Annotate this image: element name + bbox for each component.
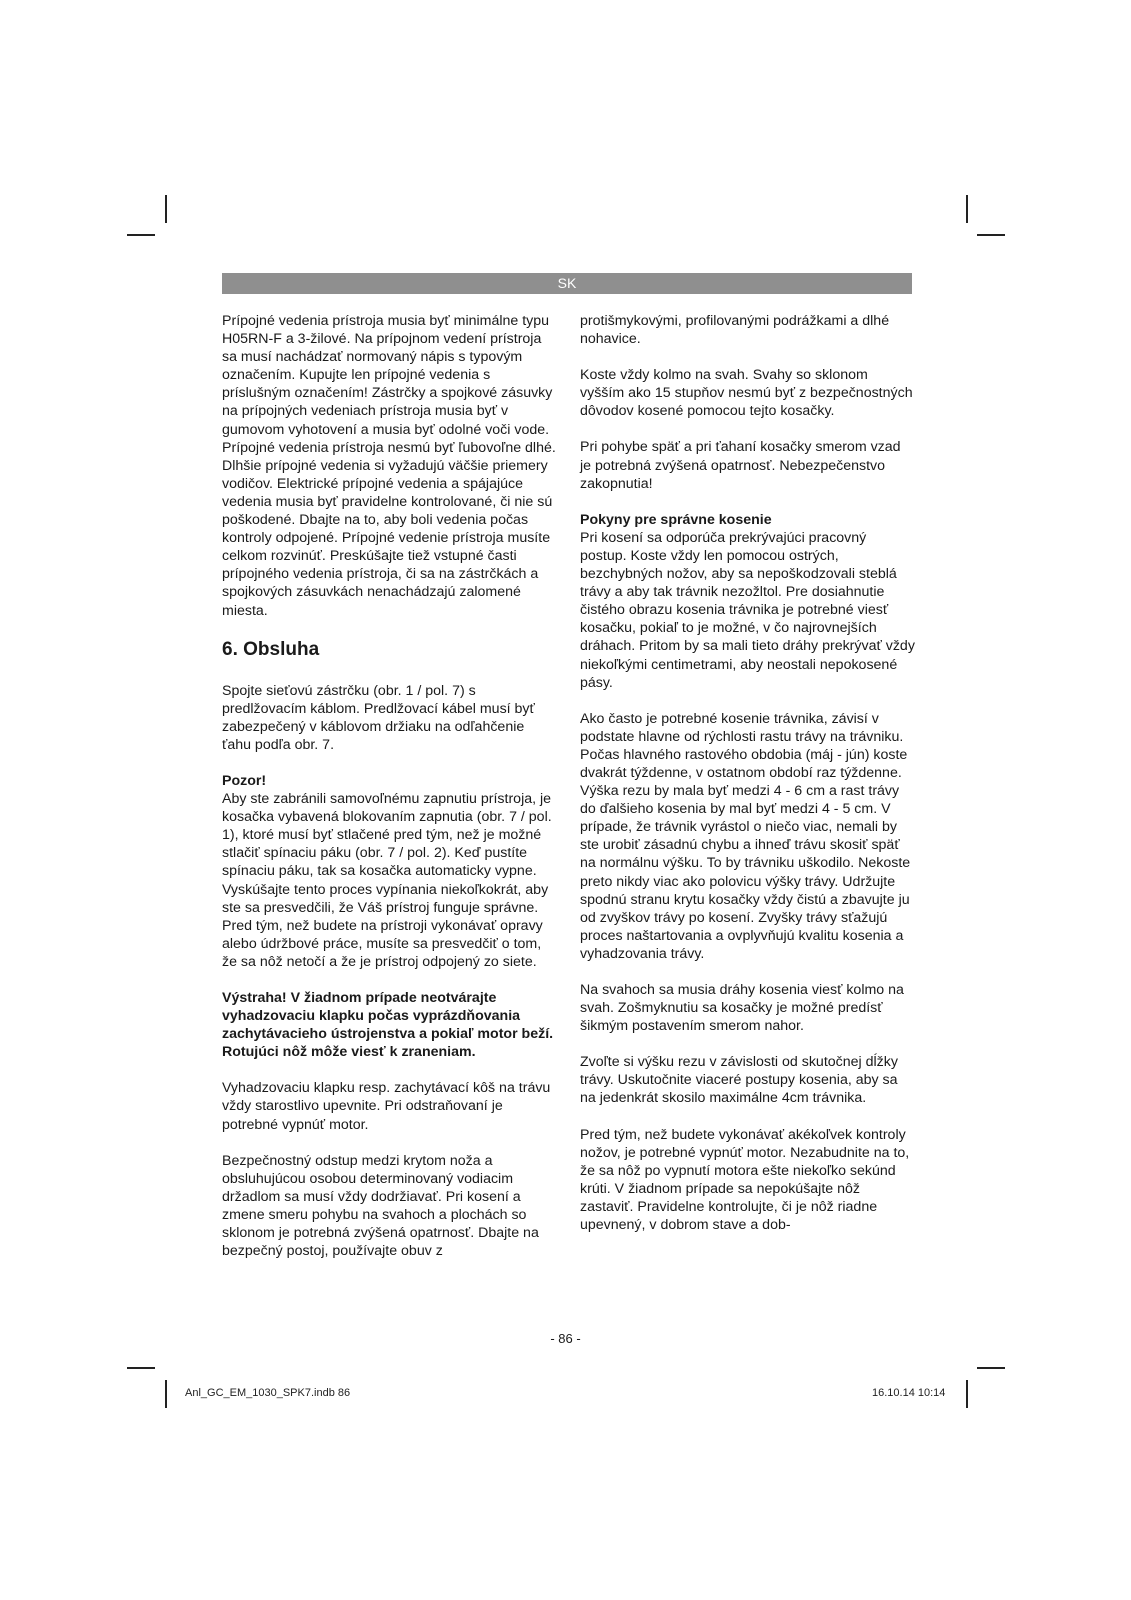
paragraph: Ako často je potrebné kosenie trávnika, závisí v podstate hlavne od rýchlosti rastu trávy na trávniku. Počas hlavného rastového obdobia (máj - jún) koste dvakrát týždenne, v ostatnom období raz týždenne. Výška rezu by mala byť medzi 4 - 6 cm a rast trávy do ďalšieho kosenia by mal byť medzi 4 - 5 cm. V prípade, že trávnik vyrástol o niečo viac, nemali by ste urobiť zásadnú chybu a ihneď trávu skosiť späť na normálnu výšku. To by trávniku uškodilo. Nekoste preto nikdy viac ako polovicu výšky trávy. Udržujte spodnú stranu krytu kosačky vždy čistú a zbavujte ju od zvyškov trávy po kosení. Zvyšky trávy sťažujú proces naštartovania a ovplyvňujú kvalitu kosenia a vyhadzovania trávy. <box>580 710 911 962</box>
page-number: - 86 - <box>550 1331 581 1346</box>
paragraph: Prípojné vedenia prístroja musia byť minimálne typu H05RN-F a 3-žilové. Na prípojnom vedení prístroja sa musí nachádzať normovaný nápis s typovým označením. Kupujte len prípojné vedenia s príslušným označením! Zástrčky a spojkové zásuvky na prípojných vedeniach prístroja musia byť v gumovom vyhotovení a musia byť odolné voči vode. Prípojné vedenia prístroja nesmú byť ľubovoľne dlhé. Dlhšie prípojné vedenia si vyžadujú väčšie priemery vodičov. Elektrické prípojné vedenia a spájajúce vedenia musia byť pravidelne kontrolované, či nie sú poškodené. Dbajte na to, aby boli vedenia počas kontroly odpojené. Prípojné vedenie prístroja musíte celkom rozvinúť. Preskúšajte tiež vstupné časti prípojného vedenia prístroja, či sa na zástrčkách a spojkových zásuvkách nenachádzajú zalomené miesta. <box>222 313 556 619</box>
footer-file-name: Anl_GC_EM_1030_SPK7.indb 86 <box>185 1387 351 1399</box>
mowing-block <box>580 511 915 692</box>
paragraph: Spojte sieťovú zástrčku (obr. 1 / pol. 7) s predlžovacím káblom. Predlžovací kábel musí byť zabezpečený v káblovom držiaku na odľahčenie ťahu podľa obr. 7. <box>222 682 535 753</box>
crop-mark <box>127 234 155 236</box>
paragraph: Bezpečnostný odstup medzi krytom noža a obsluhujúcou osobou determinovaný vodiacim držadlom sa musí vždy dodržiavať. Pri kosení a zmene smeru pohybu na svahoch a plochách so sklonom je potrebná zvýšená opatrnosť. Dbajte na bezpečný postoj, používajte obuv z <box>222 1152 539 1260</box>
paragraph: Pred tým, než budete vykonávať akékoľvek kontroly nožov, je potrebné vypnúť motor. Nezabudnite na to, že sa nôž po vypnutí motora ešte niekoľko sekúnd krúti. V žiadnom prípade sa nepokúšajte nôž zastaviť. Pravidelne kontrolujte, či je nôž riadne upevnený, v dobrom stave a dob- <box>580 1126 910 1234</box>
language-header-bar <box>222 273 912 294</box>
paragraph: Koste vždy kolmo na svah. Svahy so sklonom vyšším ako 15 stupňov nesmú byť z bezpečnostných dôvodov kosené pomocou tejto kosačky. <box>580 367 913 420</box>
crop-mark <box>165 1380 167 1408</box>
warning-paragraph: Výstraha! V žiadnom prípade neotvárajte vyhadzovaciu klapku počas vyprázdňovania zachytávacieho ústrojenstva a pokiaľ motor beží. Rotujúci nôž môže viesť k zraneniam. <box>222 990 554 1061</box>
crop-mark <box>977 1367 1005 1369</box>
right-column <box>580 312 915 1252</box>
section-heading: 6. Obsluha <box>222 638 320 660</box>
mowing-text: Pri kosení sa odporúča prekrývajúci pracovný postup. Koste vždy len pomocou ostrých, bezchybných nožov, aby sa nepoškodzovali steblá trávy a aby tak trávnik nezožltol. Pre dosiahnutie čistého obrazu kosenia trávnika je potrebné viesť kosačku, pokiaľ to je možné, v čo najrovnejších dráhach. Pritom by sa mali tieto dráhy prekrývať vždy niekoľkými centimetrami, aby neostali nepokosené pásy. <box>580 529 915 691</box>
footer-timestamp: 16.10.14 10:14 <box>872 1387 946 1399</box>
left-column <box>222 312 557 1278</box>
caution-title: Pozor! <box>222 772 267 789</box>
caution-block <box>222 772 557 971</box>
crop-mark <box>966 1380 968 1408</box>
paragraph: protišmykovými, profilovanými podrážkami a dlhé nohavice. <box>580 313 890 348</box>
crop-mark <box>165 195 167 223</box>
paragraph: Vyhadzovaciu klapku resp. zachytávací kôš na trávu vždy starostlivo upevnite. Pri odstraňovaní je potrebné vypnúť motor. <box>222 1080 551 1133</box>
crop-mark <box>966 195 968 223</box>
paragraph: Zvoľte si výšku rezu v závislosti od skutočnej dĺžky trávy. Uskutočnite viaceré postupy kosenia, aby sa na jedenkrát skosilo maximálne 4cm trávnika. <box>580 1054 898 1107</box>
paragraph: Na svahoch sa musia dráhy kosenia viesť kolmo na svah. Zošmyknutiu sa kosačky je možné predísť šikmým postavením smerom nahor. <box>580 982 904 1035</box>
crop-mark <box>127 1367 155 1369</box>
paragraph: Pri pohybe späť a pri ťahaní kosačky smerom vzad je potrebná zvýšená opatrnosť. Nebezpečenstvo zakopnutia! <box>580 439 901 492</box>
crop-mark <box>977 234 1005 236</box>
language-code: SK <box>557 275 577 291</box>
mowing-title: Pokyny pre správne kosenie <box>580 511 772 528</box>
caution-text: Aby ste zabránili samovoľnému zapnutiu prístroja, je kosačka vybavená blokovaním zapnutia (obr. 7 / pol. 1), ktoré musí byť stlačené pred tým, než je možné stlačiť spínaciu páku (obr. 7 / pol. 2). Keď pustíte spínaciu páku, tak sa kosačka automaticky vypne. Vyskúšajte tento proces vypínania niekoľkokrát, aby ste sa presvedčili, že Váš prístroj funguje správne. Pred tým, než budete na prístroji vykonávať opravy alebo údržbové práce, musíte sa presvedčiť o tom, že sa nôž netočí a že je prístroj odpojený zo siete. <box>222 791 552 970</box>
